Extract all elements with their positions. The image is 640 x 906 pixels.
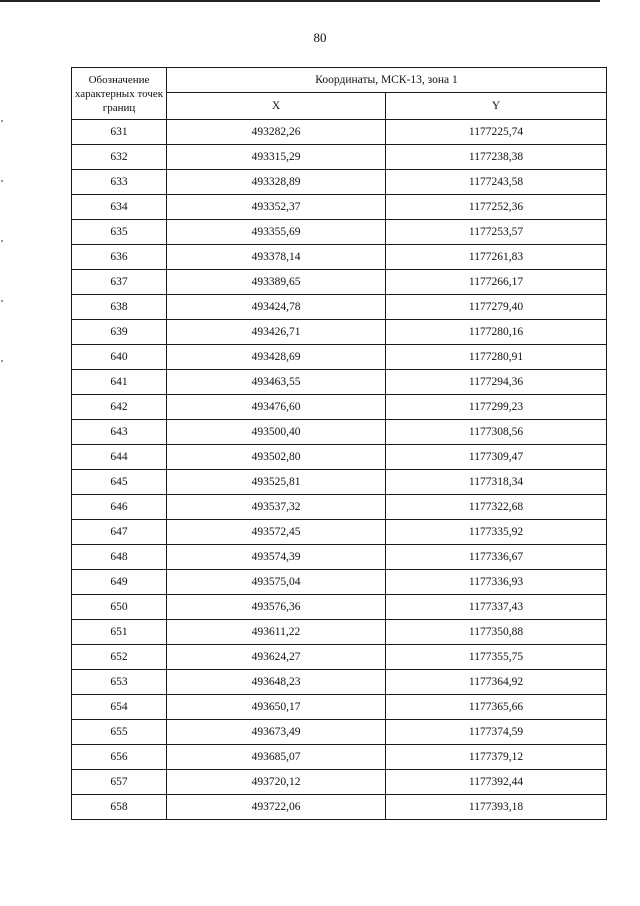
x-coordinate-cell: 493355,69 bbox=[167, 220, 386, 245]
x-coordinate-cell: 493574,39 bbox=[167, 545, 386, 570]
y-coordinate-cell: 1177379,12 bbox=[386, 745, 607, 770]
x-coordinate-cell: 493328,89 bbox=[167, 170, 386, 195]
point-cell: 637 bbox=[72, 270, 167, 295]
y-coordinate-cell: 1177261,83 bbox=[386, 245, 607, 270]
x-coordinate-cell: 493720,12 bbox=[167, 770, 386, 795]
y-coordinate-cell: 1177266,17 bbox=[386, 270, 607, 295]
table-row bbox=[72, 345, 607, 370]
x-coordinate-cell: 493525,81 bbox=[167, 470, 386, 495]
table-row bbox=[72, 495, 607, 520]
point-cell: 634 bbox=[72, 195, 167, 220]
table-row bbox=[72, 645, 607, 670]
point-cell: 646 bbox=[72, 495, 167, 520]
point-cell: 633 bbox=[72, 170, 167, 195]
table-row bbox=[72, 370, 607, 395]
y-coordinate-cell: 1177253,57 bbox=[386, 220, 607, 245]
x-coordinate-cell: 493352,37 bbox=[167, 195, 386, 220]
table-row bbox=[72, 420, 607, 445]
table-row bbox=[72, 445, 607, 470]
y-coordinate-cell: 1177364,92 bbox=[386, 670, 607, 695]
table-row bbox=[72, 520, 607, 545]
point-cell: 636 bbox=[72, 245, 167, 270]
table-row bbox=[72, 770, 607, 795]
table-row bbox=[72, 395, 607, 420]
point-cell: 649 bbox=[72, 570, 167, 595]
y-coordinate-cell: 1177350,88 bbox=[386, 620, 607, 645]
y-coordinate-cell: 1177336,67 bbox=[386, 545, 607, 570]
table-header bbox=[72, 68, 607, 120]
x-coordinate-cell: 493500,40 bbox=[167, 420, 386, 445]
table-row bbox=[72, 470, 607, 495]
y-coordinate-cell: 1177337,43 bbox=[386, 595, 607, 620]
y-coordinate-cell: 1177280,16 bbox=[386, 320, 607, 345]
table-row bbox=[72, 745, 607, 770]
x-coordinate-cell: 493611,22 bbox=[167, 620, 386, 645]
point-cell: 641 bbox=[72, 370, 167, 395]
table-row bbox=[72, 295, 607, 320]
table-body bbox=[72, 120, 607, 820]
table-row bbox=[72, 720, 607, 745]
point-cell: 644 bbox=[72, 445, 167, 470]
point-cell: 648 bbox=[72, 545, 167, 570]
x-coordinate-cell: 493624,27 bbox=[167, 645, 386, 670]
x-coordinate-cell: 493648,23 bbox=[167, 670, 386, 695]
x-coordinate-cell: 493378,14 bbox=[167, 245, 386, 270]
y-coordinate-cell: 1177294,36 bbox=[386, 370, 607, 395]
y-coordinate-cell: 1177252,36 bbox=[386, 195, 607, 220]
y-coordinate-cell: 1177335,92 bbox=[386, 520, 607, 545]
table-row bbox=[72, 220, 607, 245]
x-coordinate-cell: 493424,78 bbox=[167, 295, 386, 320]
point-cell: 655 bbox=[72, 720, 167, 745]
y-coordinate-cell: 1177336,93 bbox=[386, 570, 607, 595]
x-coordinate-cell: 493463,55 bbox=[167, 370, 386, 395]
x-coordinate-cell: 493282,26 bbox=[167, 120, 386, 145]
point-cell: 638 bbox=[72, 295, 167, 320]
table-row bbox=[72, 245, 607, 270]
x-coordinate-cell: 493722,06 bbox=[167, 795, 386, 820]
point-cell: 642 bbox=[72, 395, 167, 420]
table-row bbox=[72, 120, 607, 145]
point-cell: 651 bbox=[72, 620, 167, 645]
point-cell: 654 bbox=[72, 695, 167, 720]
coordinates-table bbox=[71, 67, 607, 820]
table-row bbox=[72, 795, 607, 820]
point-cell: 656 bbox=[72, 745, 167, 770]
table-row bbox=[72, 195, 607, 220]
point-cell: 652 bbox=[72, 645, 167, 670]
x-coordinate-cell: 493650,17 bbox=[167, 695, 386, 720]
y-coordinate-cell: 1177365,66 bbox=[386, 695, 607, 720]
y-coordinate-cell: 1177299,23 bbox=[386, 395, 607, 420]
table-row bbox=[72, 695, 607, 720]
point-cell: 643 bbox=[72, 420, 167, 445]
y-coordinate-cell: 1177322,68 bbox=[386, 495, 607, 520]
point-cell: 631 bbox=[72, 120, 167, 145]
y-coordinate-cell: 1177393,18 bbox=[386, 795, 607, 820]
table-row bbox=[72, 270, 607, 295]
designation-header: Обозначение характерных точек границ bbox=[72, 68, 167, 120]
table-row bbox=[72, 620, 607, 645]
top-border-line bbox=[0, 0, 600, 2]
x-coordinate-cell: 493476,60 bbox=[167, 395, 386, 420]
x-coordinate-cell: 493389,65 bbox=[167, 270, 386, 295]
table-row bbox=[72, 170, 607, 195]
point-cell: 640 bbox=[72, 345, 167, 370]
y-coordinate-cell: 1177309,47 bbox=[386, 445, 607, 470]
x-coordinate-cell: 493685,07 bbox=[167, 745, 386, 770]
y-coordinate-cell: 1177225,74 bbox=[386, 120, 607, 145]
y-coordinate-cell: 1177374,59 bbox=[386, 720, 607, 745]
y-coordinate-cell: 1177280,91 bbox=[386, 345, 607, 370]
y-coordinate-cell: 1177355,75 bbox=[386, 645, 607, 670]
point-cell: 635 bbox=[72, 220, 167, 245]
page-number: 80 bbox=[313, 30, 327, 45]
x-coordinate-cell: 493537,32 bbox=[167, 495, 386, 520]
y-column-header: Y bbox=[386, 93, 607, 120]
coordinates-header: Координаты, МСК-13, зона 1 bbox=[167, 68, 607, 93]
x-coordinate-cell: 493428,69 bbox=[167, 345, 386, 370]
point-cell: 653 bbox=[72, 670, 167, 695]
y-coordinate-cell: 1177243,58 bbox=[386, 170, 607, 195]
table-row bbox=[72, 145, 607, 170]
table-row bbox=[72, 545, 607, 570]
x-coordinate-cell: 493576,36 bbox=[167, 595, 386, 620]
x-column-header: X bbox=[167, 93, 386, 120]
point-cell: 658 bbox=[72, 795, 167, 820]
y-coordinate-cell: 1177318,34 bbox=[386, 470, 607, 495]
point-cell: 645 bbox=[72, 470, 167, 495]
x-coordinate-cell: 493673,49 bbox=[167, 720, 386, 745]
table-row bbox=[72, 595, 607, 620]
point-cell: 657 bbox=[72, 770, 167, 795]
x-coordinate-cell: 493426,71 bbox=[167, 320, 386, 345]
x-coordinate-cell: 493575,04 bbox=[167, 570, 386, 595]
y-coordinate-cell: 1177392,44 bbox=[386, 770, 607, 795]
table-row bbox=[72, 670, 607, 695]
y-coordinate-cell: 1177279,40 bbox=[386, 295, 607, 320]
point-cell: 650 bbox=[72, 595, 167, 620]
point-cell: 647 bbox=[72, 520, 167, 545]
table-row bbox=[72, 570, 607, 595]
y-coordinate-cell: 1177308,56 bbox=[386, 420, 607, 445]
scan-margin-marks bbox=[0, 120, 4, 420]
point-cell: 632 bbox=[72, 145, 167, 170]
y-coordinate-cell: 1177238,38 bbox=[386, 145, 607, 170]
x-coordinate-cell: 493502,80 bbox=[167, 445, 386, 470]
point-cell: 639 bbox=[72, 320, 167, 345]
x-coordinate-cell: 493572,45 bbox=[167, 520, 386, 545]
x-coordinate-cell: 493315,29 bbox=[167, 145, 386, 170]
table-row bbox=[72, 320, 607, 345]
